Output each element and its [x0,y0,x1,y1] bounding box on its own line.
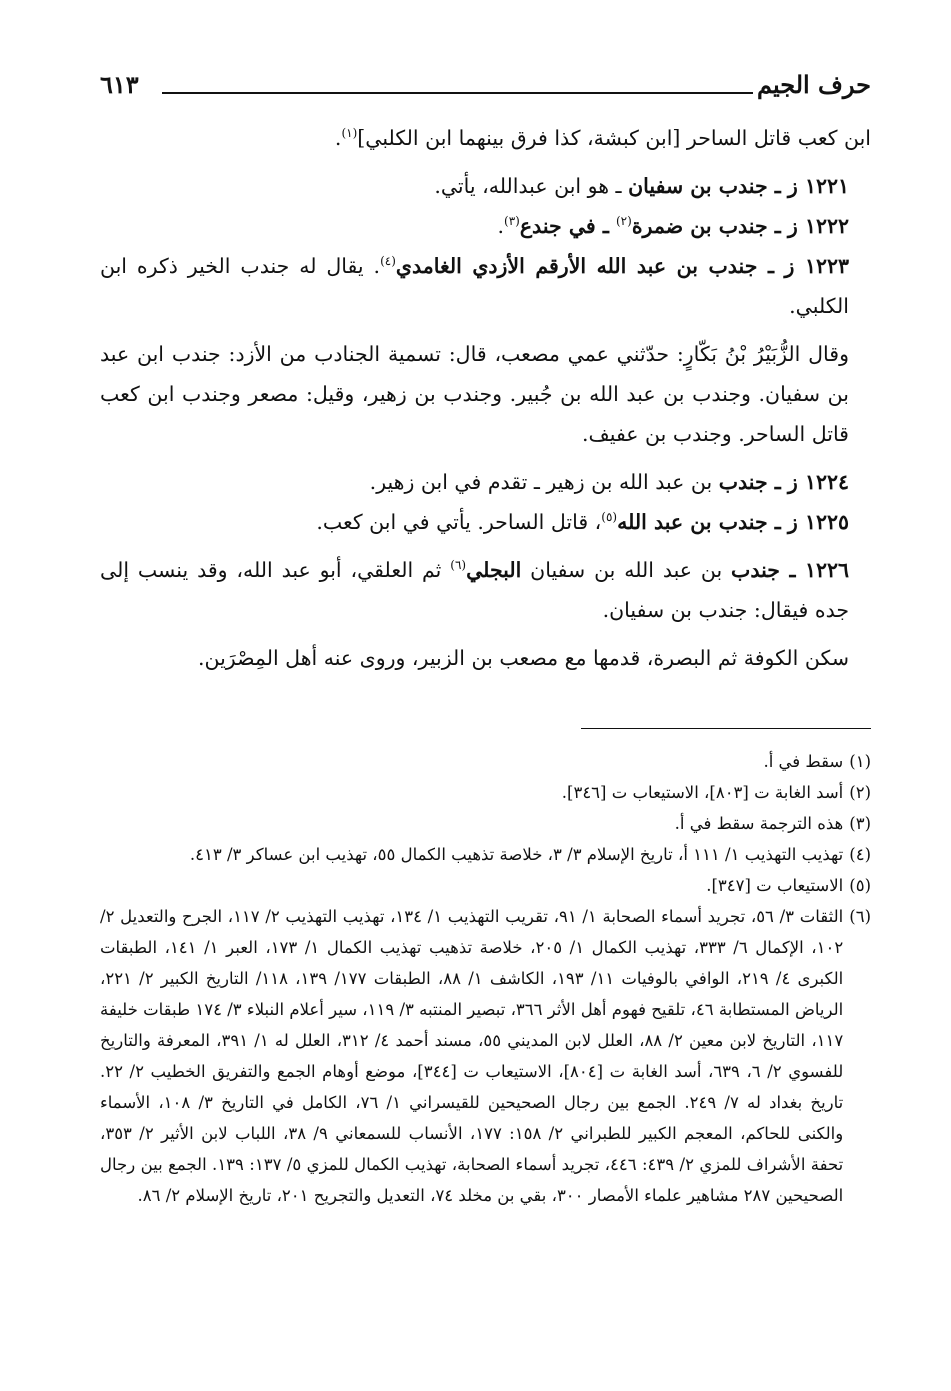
entry-heading: ١٢٢٤ ز ـ جندب [718,470,849,494]
footnote-number: (٤) [849,845,871,864]
footnote-text: الثقات ٣/ ٥٦، تجريد أسماء الصحابة ١/ ٩١، تقريب التهذيب ١/ ١٣٤، تهذيب التهذيب ٢/ ١١٧، الجرح والتعديل ٢/ ١٠٢، الإكمال ٦/ ٣٣٣، تهذيب الكمال ١/ ٢٠٥، خلاصة تذهيب تهذيب الكمال ١/ ١٧٣، العبر ١/ ١٤١، الطبقات الكبرى ٤/ ٢١٩، الوافي بالوفيات ١١/ ١٩٣، الكاشف ١/ ٨٨، الطبقات ١٧٧/ ١٣٩، ١١٨/ التاريخ الكبير ٢/ ٢٢١، الرياض المستطابة ٤٦، تلقيح فهوم أهل الأثر ٣٦٦، تبصير المنتبه ٣/ ١١٩، سير أعلام النبلاء ٣/ ١٧٤ طبقات خليفة ١١٧، التاريخ لابن معين ٢/ ٨٨، العلل لابن المديني ٥٥، مسند أحمد ٤/ ٣١٢، العلل له ١/ ٣٩١، المعرفة والتاريخ للفسوي ٢/ ٦، ٦٣٩، أسد الغابة ت [٨٠٤]، الاستيعاب ت [٣٤٤]، موضع أوهام الجمع والتفريق الخطيب ٢/ ٢٢. تاريخ بغداد له ٧/ ٢٤٩. الجمع بين رجال الصحيحين للقيسراني ١/ ٧٦، الكامل في التاريخ ٣/ ١٠٨، الأسماء والكنى للحاكم، المعجم الكبير للطبراني ٢/ ١٥٨: ١٧٧، الأنساب للسمعاني ٩/ ٣٨، اللباب لابن الأثير ٢/ ٣٥٣، تحفة الأشراف للمزي ٢/ ٤٣٩: ٤٤٦، تجريد أسماء الصحابة، تهذيب الكمال للمزي ٥/ ١٣٧: ١٣٩. الجمع بين رجال الصحيحين ٢٨٧ مشاهير علماء الأمصار ٣٠٠، بقي بن مخلد ٧٤، التعديل والتجريح ٢٠١، تاريخ الإسلام ٢/ ٨٦. [100,907,844,1205]
running-title: حرف الجيم [757,70,871,99]
footnote-number: (٢) [849,783,871,802]
intro-text: ابن كعب قاتل الساحر [ابن كبشة، كذا فرق بينهما ابن الكلبي] [357,126,871,150]
entry-1221 [100,166,871,206]
settled-paragraph: سكن الكوفة ثم البصرة، قدمها مع مصعب بن الزبير، وروى عنه أهل المِصْرَين. [197,646,849,670]
footnote-item [100,839,871,870]
spacer [100,326,871,334]
spacer [100,454,871,462]
entry-text: ـ هو ابن عبدالله، يأتي. [434,174,629,198]
entry-text: . يقال له جندب الخير ذكره ابن الكلبي. [100,254,849,318]
footnote-item [100,746,871,777]
footnote-ref-5: (٥) [601,510,618,524]
footnote-item [100,901,871,1211]
main-text [100,118,871,678]
entry-text: ـ في جندع [519,214,616,238]
footnote-text: سقط في أ. [763,752,844,771]
footnote-number: (٣) [849,814,871,833]
footnote-item [100,777,871,808]
entry-1222 [100,206,871,246]
entry-heading: ١٢٢٣ ز ـ جندب بن عبد الله الأرقم الأزدي الغامدي [395,254,850,278]
footnote-number: (٥) [849,876,871,895]
page-number: ٦١٣ [100,70,139,99]
footnote-separator [581,728,871,729]
entry-end: . [497,214,504,238]
entry-text: ثم العلقي، أبو عبد الله، وقد ينسب إلى جده فيقال: جندب بن سفيان. [100,558,849,622]
footnote-item [100,808,871,839]
footnote-text: الاستيعاب ت [٣٤٧]. [706,876,844,895]
spacer [100,630,871,638]
footnote-item [100,870,871,901]
entry-heading: ١٢٢٢ ز ـ جندب بن ضمرة [631,214,849,238]
spacer [100,158,871,166]
intro-paragraph [100,118,871,158]
footnote-ref-3: (٣) [504,214,520,228]
entry-text: ، قاتل الساحر. يأتي في ابن كعب. [316,510,602,534]
entry-1224 [100,462,871,502]
footnote-ref-2: (٢) [615,214,632,228]
entry-1223 [100,246,871,326]
footnote-number: (١) [849,752,871,771]
zubayr-paragraph: وقال الزُّبَيْرُ بْنُ بَكّارٍ: حدّثني عمي مصعب، قال: تسمية الجنادب من الأزد: جندب ابن عبد بن سفيان. وجندب بن عبد الله بن جُبير. وجندب بن زهير، وقيل: مصعر وجندب ابن كعب قاتل الساحر. وجندب بن عفيف. [100,342,849,446]
footnote-text: هذه الترجمة سقط في أ. [674,814,844,833]
entry-1226 [100,550,871,630]
intro-end: . [334,126,342,150]
footnote-ref-1: (١) [341,126,358,140]
entry-text: بن عبد الله بن سفيان [521,558,732,582]
entry-heading: ١٢٢٦ ـ جندب [731,558,849,582]
footnote-ref-6: (٦) [450,558,467,572]
entry-heading: ١٢٢١ ز ـ جندب بن سفيان [628,174,849,198]
header-rule [162,92,753,94]
entry-heading: ١٢٢٥ ز ـ جندب بن عبد الله [617,510,849,534]
spacer [100,542,871,550]
footnote-ref-4: (٤) [380,254,396,268]
entry-1225 [100,502,871,542]
footnote-text: أسد الغابة ت [٨٠٣]، الاستيعاب ت [٣٤٦]. [561,783,844,802]
page-header [100,70,871,110]
footnote-text: تهذيب التهذيب ١/ ١١١ أ، تاريخ الإسلام ٣/ ٣، خلاصة تذهيب الكمال ٥٥، تهذيب ابن عساكر ٣/ ٤١٣. [189,845,844,864]
footnotes [100,746,871,1211]
footnote-number: (٦) [849,907,871,926]
entry-text: بن عبد الله بن زهير ـ تقدم في ابن زهير. [369,470,719,494]
entry-nisba: البجلي [466,558,522,582]
